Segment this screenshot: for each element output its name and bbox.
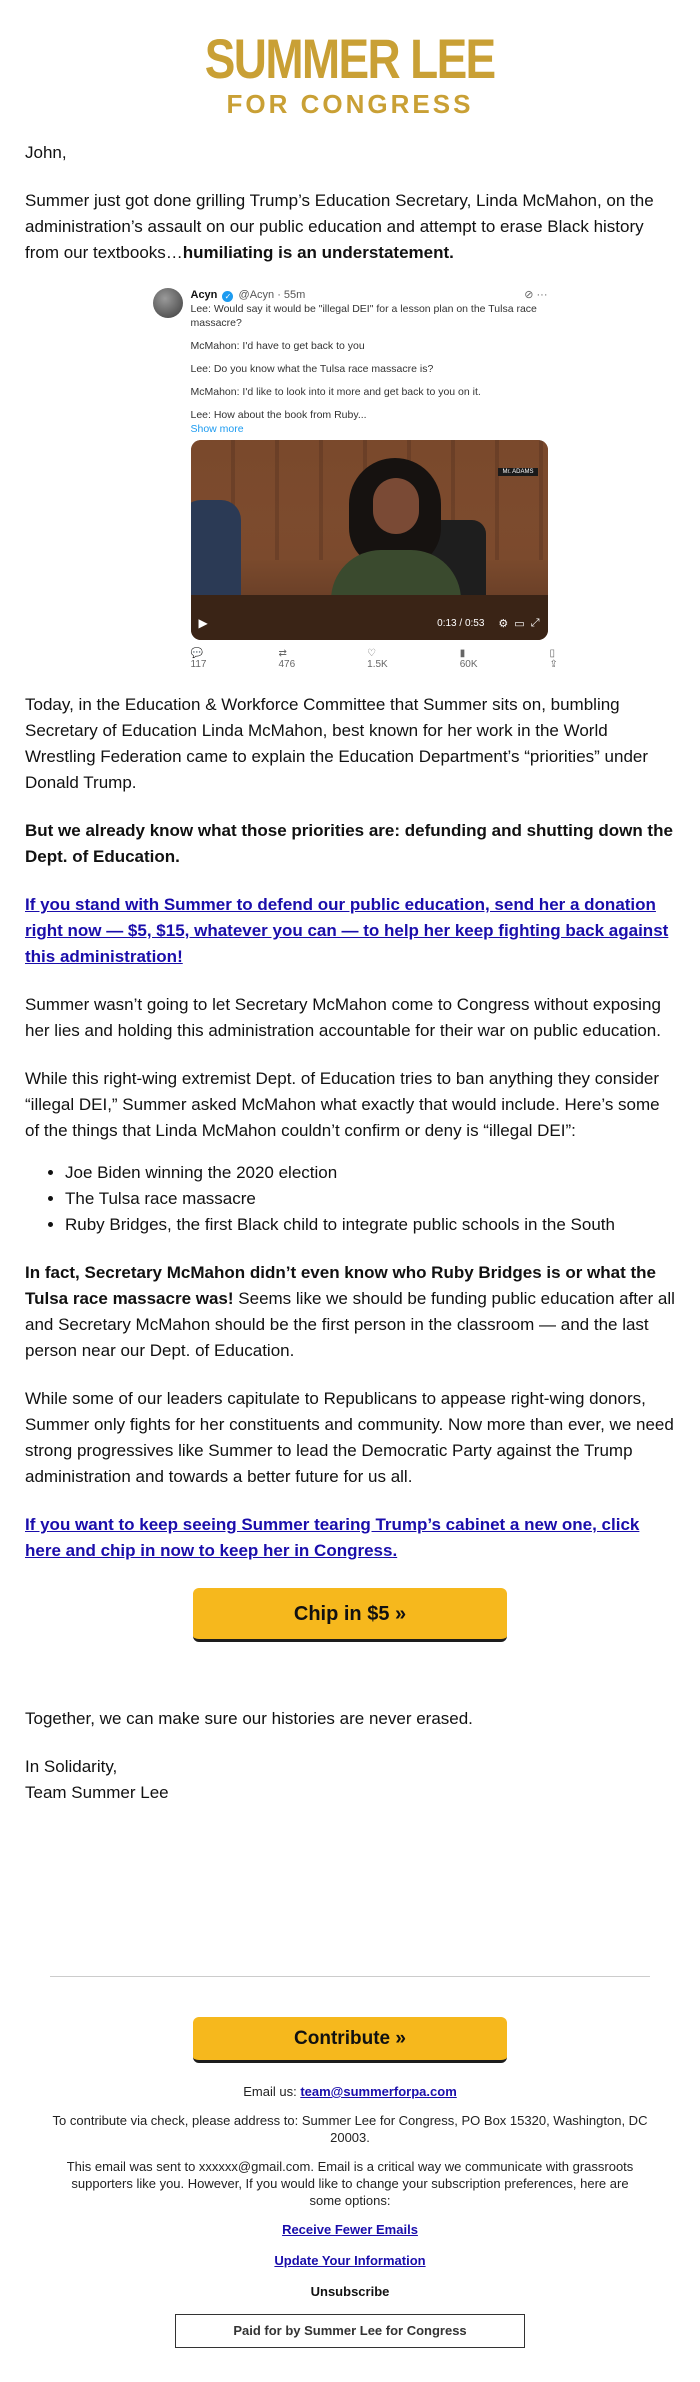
sent-notice: This email was sent to xxxxxx@gmail.com. Email is a critical way we communicate with grassroots supporters like you. However, If you would like to change your subscription preferences, here are some options: — [66, 2159, 634, 2208]
fact-bold: In fact, Secretary McMahon didn’t even know who Ruby Bridges is or what the Tulsa race massacre was! — [25, 1263, 656, 1308]
tweet-line: Lee: Would say it would be "illegal DEI" for a lesson plan on the Tulsa race massacre? — [190, 303, 537, 329]
committee-paragraph: Today, in the Education & Workforce Committee that Summer sits on, bumbling Secretary of Education Linda McMahon, best known for her work in the World Wrestling Federation came to explain the Education Department’s “priorities” under Donald Trump. — [25, 695, 649, 792]
fullscreen-icon[interactable]: ⤢ — [530, 616, 540, 629]
tweet-line: Lee: Do you know what the Tulsa race massacre is? — [190, 363, 434, 375]
list-item: • The Tulsa race massacre — [65, 1186, 675, 1212]
chip-cta-wrap — [25, 1586, 675, 1706]
like-stat[interactable] — [367, 648, 424, 670]
priorities-bold: But we already know what those priorities are: defunding and shutting down the Dept. of Education. — [25, 821, 673, 866]
email-label: Email us: — [243, 2084, 301, 2099]
like-count: 1.5K — [367, 659, 388, 670]
dei-list — [25, 1160, 675, 1238]
signoff-line-2: Team Summer Lee — [25, 1783, 169, 1802]
donate-paragraph — [25, 892, 675, 970]
update-info-line — [25, 2252, 675, 2269]
together-paragraph: Together, we can make sure our histories are never erased. — [25, 1709, 473, 1728]
intro-text: Summer just got done grilling Trump’s Education Secretary, Linda McMahon, on the administration’s assault on our public education and attempt to erase Black history from our textbooks… — [25, 191, 654, 262]
more-options-icon[interactable]: ··· — [536, 289, 548, 301]
priorities-paragraph — [25, 818, 675, 870]
tweet-video[interactable] — [191, 440, 548, 640]
contribute-button[interactable]: Contribute » — [193, 2017, 507, 2063]
leaders-paragraph: While some of our leaders capitulate to Republicans to appease right-wing donors, Summer only fights for her constituents and community. Now more than ever, we need strong progressives like Summer to lead the Democratic Party against the Trump administration and towards a better future for us all. — [25, 1389, 674, 1486]
tweet-line: McMahon: I'd have to get back to you — [190, 340, 365, 352]
verified-badge-icon: ✓ — [222, 291, 233, 302]
footer — [25, 1977, 675, 2348]
check-address: To contribute via check, please address to: Summer Lee for Congress, PO Box 15320, Washington, DC 20003. — [52, 2113, 648, 2145]
intro-paragraph — [25, 188, 675, 266]
reply-count: 117 — [190, 659, 207, 670]
chip-paragraph — [25, 1512, 675, 1564]
signoff-line-1: In Solidarity, — [25, 1757, 118, 1776]
reply-icon: 💬 — [190, 648, 203, 659]
play-icon[interactable]: ▶ — [198, 616, 208, 630]
tweet-line: Lee: How about the book from Ruby... — [190, 409, 367, 421]
bookmark-icon[interactable]: ▯ — [549, 648, 556, 659]
email-line — [25, 2083, 675, 2100]
expose-paragraph: Summer wasn’t going to let Secretary McMahon come to Congress without exposing her lies and holding this administration accountable for their war on public education. — [25, 995, 661, 1040]
signoff — [25, 1754, 675, 1954]
fact-text: Seems like we should be funding public education after all and Secretary McMahon should be the first person in the classroom — and the last person near our Dept. of Education. — [25, 1289, 675, 1360]
receive-fewer-line — [25, 2221, 675, 2238]
tweet-stats — [190, 648, 558, 670]
tweet-handle: @Acyn · 55m — [238, 289, 306, 301]
tweet-line: McMahon: I'd like to look into it more and get back to you on it. — [190, 386, 481, 398]
logo-subtitle: FOR CONGRESS — [226, 89, 474, 119]
donate-link[interactable]: If you stand with Summer to defend our public education, send her a donation right now — $5, $15, whatever you can — to help her keep fighting back against this administration! — [25, 895, 669, 966]
dei-paragraph: While this right-wing extremist Dept. of Education tries to ban anything they consider “illegal DEI,” Summer asked McMahon what exactly that would include. Here’s some of the things that Linda McMahon couldn’t confirm or deny is “illegal DEI”: — [25, 1069, 660, 1140]
heart-icon: ♡ — [367, 648, 377, 659]
video-controls — [199, 612, 540, 634]
repost-icon: ⇄ — [278, 648, 287, 659]
fact-paragraph — [25, 1260, 675, 1364]
logo-title: SUMMER LEE — [205, 27, 495, 90]
greeting: John, — [25, 143, 67, 162]
chip-in-button[interactable]: Chip in $5 » — [193, 1588, 507, 1642]
share-actions — [550, 648, 594, 670]
tweet-actions — [524, 288, 547, 301]
settings-icon[interactable]: ⚙ — [498, 617, 509, 630]
avatar — [153, 288, 183, 318]
unsubscribe-link[interactable]: Unsubscribe — [310, 2284, 390, 2299]
repost-count: 476 — [278, 659, 296, 670]
tweet-author-name: Acyn — [190, 289, 218, 301]
grok-icon[interactable]: ⊘ — [524, 289, 534, 301]
paid-for-box: Paid for by Summer Lee for Congress — [175, 2314, 525, 2348]
tweet-header — [191, 288, 548, 302]
unsubscribe-line — [25, 2283, 675, 2300]
campaign-logo — [25, 0, 675, 140]
video-nameplate: Mr. ADAMS — [498, 468, 537, 476]
receive-fewer-link[interactable]: Receive Fewer Emails — [282, 2222, 418, 2237]
captions-icon[interactable]: ▭ — [514, 617, 525, 630]
views-stat[interactable] — [460, 648, 514, 670]
update-info-link[interactable]: Update Your Information — [274, 2253, 426, 2268]
repost-stat[interactable] — [278, 648, 331, 670]
list-item: • Ruby Bridges, the first Black child to integrate public schools in the South — [65, 1212, 675, 1238]
views-icon: ▮ — [459, 648, 466, 659]
list-item: • Joe Biden winning the 2020 election — [65, 1160, 675, 1186]
video-time: 0:13 / 0:53 — [437, 617, 485, 629]
show-more-link[interactable]: Show more — [190, 423, 244, 435]
embedded-tweet[interactable] — [153, 288, 558, 670]
intro-bold: humiliating is an understatement. — [182, 243, 454, 262]
chip-in-link[interactable]: If you want to keep seeing Summer tearing Trump’s cabinet a new one, click here and chip in now to keep her in Congress. — [25, 1515, 640, 1560]
views-count: 60K — [459, 659, 478, 670]
share-icon[interactable]: ⇪ — [549, 659, 558, 670]
reply-stat[interactable] — [191, 648, 243, 670]
email-link[interactable]: team@summerforpa.com — [300, 2084, 457, 2099]
video-speaker-face — [373, 478, 419, 534]
